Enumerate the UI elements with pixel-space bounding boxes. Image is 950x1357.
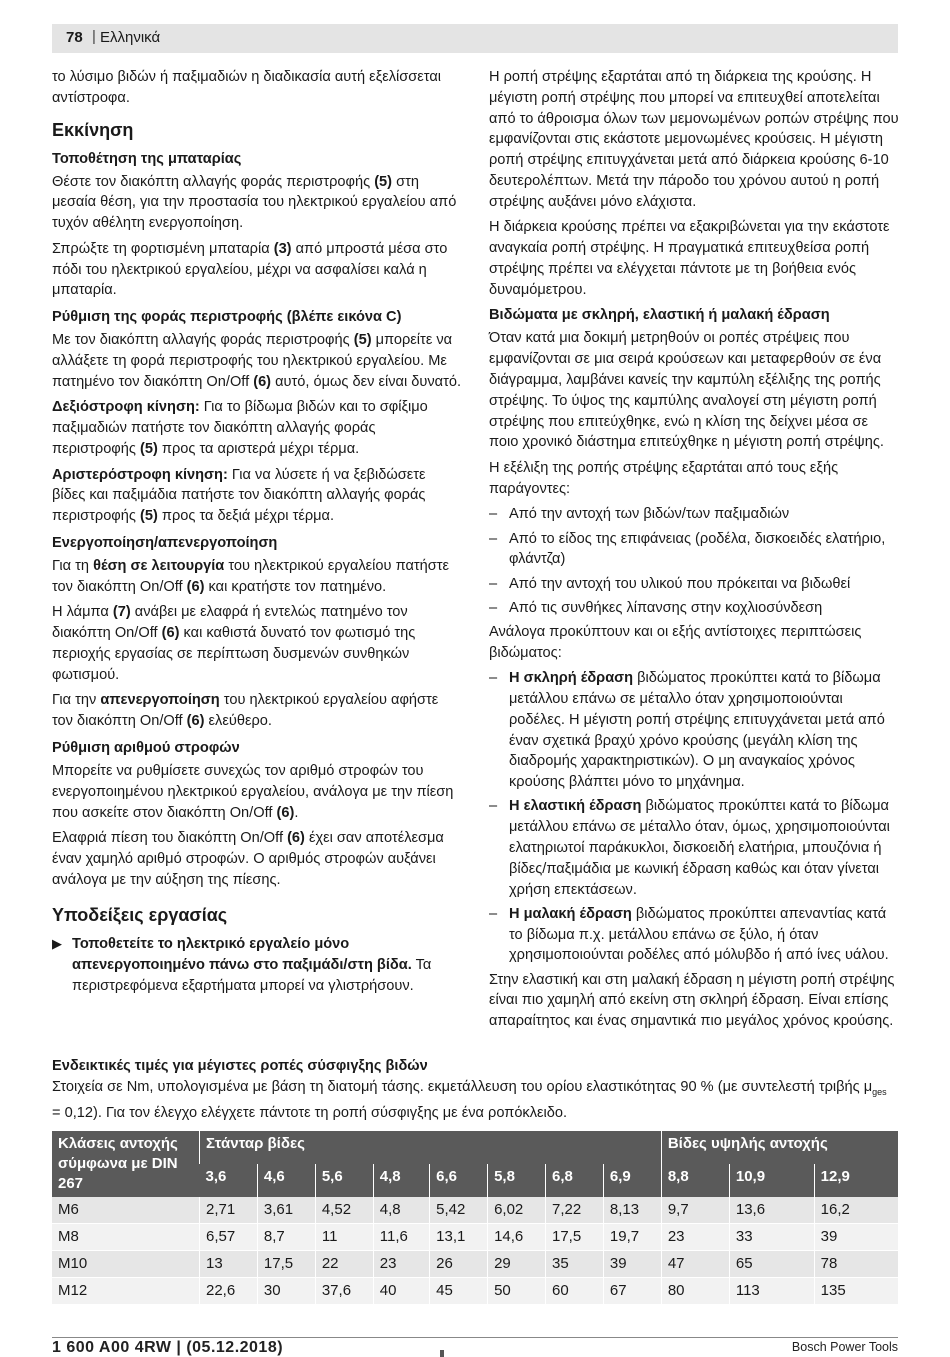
joints-paragraph-2: Η εξέλιξη της ροπής στρέψης εξαρτάται από τους εξής παράγοντες:: [489, 459, 839, 497]
direction-paragraph-3: Αριστερόστροφη κίνηση: Για να λύσετε ή να ξεβιδώσετε βίδες και παξιμάδια πατήστε τον διακόπτη αλλαγής φοράς περιστροφής (5) προς τα δεξιά μέχρι τέρμα.: [52, 466, 426, 525]
strength-class-header: 6,6: [430, 1164, 488, 1197]
standard-screws-header: Στάνταρ βίδες: [200, 1131, 662, 1164]
table-caption: [52, 1056, 898, 1124]
torque-value-cell: 37,6: [315, 1278, 373, 1305]
footer-brand: Bosch Power Tools: [791, 1340, 898, 1354]
high-strength-screws-header: Βίδες υψηλής αντοχής: [661, 1131, 898, 1164]
torque-value-cell: 33: [729, 1224, 814, 1251]
torque-value-cell: 60: [546, 1278, 604, 1305]
torque-value-cell: 11,6: [373, 1224, 429, 1251]
factor-item: – Από τις συνθήκες λίπανσης στην κοχλιοσύνδεση: [489, 598, 899, 619]
torque-value-cell: 2,71: [200, 1197, 258, 1224]
strength-class-header: 4,8: [373, 1164, 429, 1197]
torque-value-cell: 7,22: [546, 1197, 604, 1224]
torque-value-cell: 22: [315, 1251, 373, 1278]
subheading-joints: Βιδώματα με σκληρή, ελαστική ή μαλακή έδραση: [489, 307, 830, 324]
strength-class-header: 12,9: [814, 1164, 898, 1197]
thread-size-cell: M10: [52, 1251, 200, 1278]
table-body: [52, 1197, 898, 1305]
torque-value-cell: 3,61: [257, 1197, 315, 1224]
strength-class-header: 6,9: [603, 1164, 661, 1197]
torque-value-cell: 39: [603, 1251, 661, 1278]
speed-paragraph-1: Μπορείτε να ρυθμίσετε συνεχώς τον αριθμό στροφών του ενεργοποιημένου ηλεκτρικού εργαλείου, ανάλογα με την πίεση που ασκείτε στον διακόπτη On/Off (6).: [52, 762, 454, 821]
intro-paragraph: το λύσιμο βιδών ή παξιμαδιών η διαδικασία αυτή εξελίσσεται αντίστροφα.: [52, 69, 442, 106]
torque-table: [52, 1131, 898, 1305]
subheading-battery: Τοποθέτηση της μπαταρίας: [52, 150, 242, 167]
torque-paragraph-2: Η διάρκεια κρούσης πρέπει να εξακριβώνεται για την εκάστοτε αναγκαία ροπή στρέψης. Η πραγματικά επιτευχθείσα ροπή στρέψης πρέπει να ελέγχεται πάντοτε με τη βοήθεια ενός δυναμόμετρου.: [489, 219, 890, 298]
dash-bullet: –: [489, 575, 498, 592]
dash-bullet: –: [489, 599, 498, 616]
torque-value-cell: 13: [200, 1251, 258, 1278]
onoff-paragraph-1: Για τη θέση σε λειτουργία του ηλεκτρικού εργαλείου πατήστε τον διακόπτη On/Off (6) και κρατήστε τον πατημένο.: [52, 557, 450, 595]
dash-bullet: –: [489, 798, 498, 815]
torque-value-cell: 17,5: [546, 1224, 604, 1251]
strength-class-header: 4,6: [257, 1164, 315, 1197]
strength-class-header: 5,8: [488, 1164, 546, 1197]
factor-item: – Από την αντοχή των βιδών/των παξιμαδιών: [489, 504, 899, 525]
torque-value-cell: 40: [373, 1278, 429, 1305]
page-number: 78: [66, 29, 83, 46]
battery-paragraph-1: Θέστε τον διακόπτη αλλαγής φοράς περιστροφής (5) στη μεσαία θέση, για την προστασία του ηλεκτρικού εργαλείου από τυχόν αθέλητη ενεργοποίηση.: [52, 173, 457, 232]
left-column: [52, 67, 462, 1002]
torque-value-cell: 13,6: [729, 1197, 814, 1224]
footer-document-code: 1 600 A00 4RW | (05.12.2018): [52, 1339, 284, 1356]
footer-mark: [440, 1350, 444, 1357]
header-language: Ελληνικά: [100, 29, 161, 46]
torque-value-cell: 13,1: [430, 1224, 488, 1251]
speed-paragraph-2: Ελαφριά πίεση του διακόπτη On/Off (6) έχει σαν αποτέλεσμα έναν χαμηλό αριθμό στροφών. Ο αριθμός στροφών αυξάνει ανάλογα με την αύξηση της πίεσης.: [52, 830, 444, 888]
joints-paragraph-1: Όταν κατά μια δοκιμή μετρηθούν οι ροπές στρέψεις που εμφανίζονται σε μια σειρά κρούσεων και μεταφερθούν σε ένα διάγραμμα, λαμβάνει κανείς την καμπύλη εξέλιξης της ροπής στρέψης. Το ύψος της καμπύλης αναλογεί στη μέγιστη ροπή στρέψης που επιτεύχθηκε, ενώ η κλίση της δείχνει μέσα σε ποιο χρονικό διάστημα επιτεύχθηκε η μέγιστη ροπή στρέψης.: [489, 330, 884, 451]
subheading-speed: Ρύθμιση αριθμού στροφών: [52, 739, 240, 756]
torque-value-cell: 17,5: [257, 1251, 315, 1278]
torque-value-cell: 4,8: [373, 1197, 429, 1224]
thread-size-cell: M12: [52, 1278, 200, 1305]
torque-value-cell: 5,42: [430, 1197, 488, 1224]
table-row: [52, 1251, 898, 1278]
torque-value-cell: 80: [661, 1278, 729, 1305]
torque-value-cell: 14,6: [488, 1224, 546, 1251]
torque-value-cell: 6,02: [488, 1197, 546, 1224]
direction-paragraph-2: Δεξιόστροφη κίνηση: Για το βίδωμα βιδών και το σφίξιμο παξιμαδιών πατήστε τον διακόπτη αλλαγής φοράς περιστροφής (5) προς τα αριστερά μέχρι τέρμα.: [52, 399, 428, 457]
torque-value-cell: 47: [661, 1251, 729, 1278]
right-column: [489, 67, 899, 1037]
torque-value-cell: 45: [430, 1278, 488, 1305]
torque-value-cell: 22,6: [200, 1278, 258, 1305]
table-corner-header: Κλάσεις αντοχής σύμφωνα με DIN 267: [52, 1131, 200, 1197]
table-row: [52, 1224, 898, 1251]
factor-item: – Από την αντοχή του υλικού που πρόκειται να βιδωθεί: [489, 574, 899, 595]
joints-paragraph-4: Στην ελαστική και στη μαλακή έδραση η μέγιστη ροπή στρέψης είναι πιο χαμηλή από εκείνη στη σκληρή έδραση. Είναι επίσης απαραίτητος και ένας σημαντικά πιο μεγάλος χρόνος κρούσης.: [489, 971, 895, 1030]
table-title: Ενδεικτικές τιμές για μέγιστες ροπές σύσφιγξης βιδών: [52, 1058, 428, 1074]
strength-class-header: 3,6: [200, 1164, 258, 1197]
dash-bullet: –: [489, 670, 498, 687]
torque-value-cell: 67: [603, 1278, 661, 1305]
strength-class-header: 10,9: [729, 1164, 814, 1197]
torque-value-cell: 23: [661, 1224, 729, 1251]
dash-bullet: –: [489, 905, 498, 922]
torque-value-cell: 39: [814, 1224, 898, 1251]
onoff-paragraph-3: Για την απενεργοποίηση του ηλεκτρικού εργαλείου αφήστε τον διακόπτη On/Off (6) ελεύθερο.: [52, 692, 439, 730]
strength-class-header: 5,6: [315, 1164, 373, 1197]
torque-value-cell: 9,7: [661, 1197, 729, 1224]
torque-value-cell: 113: [729, 1278, 814, 1305]
triangle-bullet-icon: ▶: [52, 936, 62, 952]
torque-value-cell: 30: [257, 1278, 315, 1305]
torque-value-cell: 35: [546, 1251, 604, 1278]
torque-value-cell: 6,57: [200, 1224, 258, 1251]
strength-class-header: 6,8: [546, 1164, 604, 1197]
torque-value-cell: 65: [729, 1251, 814, 1278]
table-row: [52, 1278, 898, 1305]
torque-value-cell: 4,52: [315, 1197, 373, 1224]
case-soft: – Η μαλακή έδραση βιδώματος προκύπτει απεναντίας κατά το βίδωμα π.χ. μετάλλου επάνω σε ξύλο, ή όταν χρησιμοποιούνται ροδέλες από μόλυβδο ή από ίνες υάλου.: [489, 905, 889, 964]
onoff-paragraph-2: Η λάμπα (7) ανάβει με ελαφρά ή εντελώς πατημένο τον διακόπτη On/Off (6) και καθιστά δυνατό τον φωτισμό της περιοχής εργασίας σε περίπτωση δυσμενών συνθηκών φωτισμού.: [52, 604, 416, 683]
strength-class-header: 8,8: [661, 1164, 729, 1197]
torque-value-cell: 29: [488, 1251, 546, 1278]
tip-item: ▶ Τοποθετείτε το ηλεκτρικό εργαλείο μόνο απενεργοποιημένο πάνω στο παξιμάδι/στη βίδα. Τα περιστρεφόμενα εξαρτήματα μπορεί να γλιστρήσουν.: [52, 936, 432, 995]
torque-value-cell: 135: [814, 1278, 898, 1305]
section-heading-tips: Υποδείξεις εργασίας: [52, 905, 228, 926]
table-note: Στοιχεία σε Nm, υπολογισμένα με βάση τη διατομή τάσης. εκμετάλλευση του ορίου ελαστικότητας 90 % (με συντελεστή τριβής $\mu_{ges} = 0,12$). Για τον έλεγχο ελέγχετε πάντοτε τη ροπή σύσφιγξης με ένα ροπόκλειδο.: [52, 1079, 887, 1121]
page-header: [52, 24, 898, 53]
dash-bullet: –: [489, 506, 498, 523]
subheading-direction: Ρύθμιση της φοράς περιστροφής (βλέπε εικόνα C): [52, 309, 402, 326]
factor-item: – Από το είδος της επιφάνειας (ροδέλα, δισκοειδές ελατήριο, φλάντζα): [489, 530, 886, 568]
torque-paragraph-1: Η ροπή στρέψης εξαρτάται από τη διάρκεια της κρούσης. Η μέγιστη ροπή στρέψης που μπορεί να επιτευχθεί αποτελείται από το άθροισμα όλων των μεμονωμένων ροπών στρέψης που εμφανίζονται στις εκάστοτε μεμονωμένες κρούσεις. Η μέγιστη ροπή στρέψης επιτυγχάνεται μετά από διάρκεια κρούσης 6-10 δευτερολέπτων. Μετά την πάροδο του χρόνου αυτού η ροπή στρέψης αυξάνει μόνο ελάχιστα.: [489, 69, 899, 210]
table-row: [52, 1197, 898, 1224]
torque-value-cell: 8,7: [257, 1224, 315, 1251]
footer-divider: [52, 1337, 898, 1338]
case-elastic: – Η ελαστική έδραση βιδώματος προκύπτει κατά το βίδωμα μετάλλου επάνω σε μέταλλο όταν, όμως, χρησιμοποιούνται ελατηριωτοί παράκυκλοι, δισκοειδή ελατήρια, μπουζόνια ή βίδες/παξιμάδια με κωνική έδραση καθώς και όταν γίνεται χρήση επεκτάσεων.: [489, 798, 890, 898]
torque-value-cell: 11: [315, 1224, 373, 1251]
joints-paragraph-3: Ανάλογα προκύπτουν και οι εξής αντίστοιχες περιπτώσεις βιδώματος:: [489, 623, 862, 661]
dash-bullet: –: [489, 530, 498, 547]
section-heading-start: Εκκίνηση: [52, 119, 134, 140]
torque-value-cell: 16,2: [814, 1197, 898, 1224]
subheading-onoff: Ενεργοποίηση/απενεργοποίηση: [52, 534, 278, 551]
torque-value-cell: 23: [373, 1251, 429, 1278]
battery-paragraph-2: Σπρώξτε τη φορτισμένη μπαταρία (3) από μπροστά μέσα στο πόδι του ηλεκτρικού εργαλείου, μέχρι να ασφαλίσει καλά η μπαταρία.: [52, 240, 448, 299]
torque-value-cell: 8,13: [603, 1197, 661, 1224]
direction-paragraph-1: Με τον διακόπτη αλλαγής φοράς περιστροφής (5) μπορείτε να αλλάξετε τη φορά περιστροφής του ηλεκτρικού εργαλείου. Με πατημένο τον διακόπτη On/Off (6) αυτό, όμως δεν είναι δυνατό.: [52, 332, 462, 390]
torque-value-cell: 19,7: [603, 1224, 661, 1251]
case-hard: – Η σκληρή έδραση βιδώματος προκύπτει κατά το βίδωμα μετάλλου επάνω σε μέταλλο όταν χρησιμοποιούνται ροδέλες. Η μέγιστη ροπή στρέψης επιτυγχάνεται μετά από έναν σχετικά βραχύ χρόνο κρούσης (μεγάλη κλίση της διαδρομής χαρακτηριστικών). Ο μη αναγκαίος χρόνος κρούσης βλάπτει μόνο το μηχάνημα.: [489, 670, 885, 791]
header-separator: |: [92, 28, 96, 45]
torque-value-cell: 50: [488, 1278, 546, 1305]
torque-value-cell: 78: [814, 1251, 898, 1278]
thread-size-cell: M8: [52, 1224, 200, 1251]
thread-size-cell: M6: [52, 1197, 200, 1224]
torque-value-cell: 26: [430, 1251, 488, 1278]
